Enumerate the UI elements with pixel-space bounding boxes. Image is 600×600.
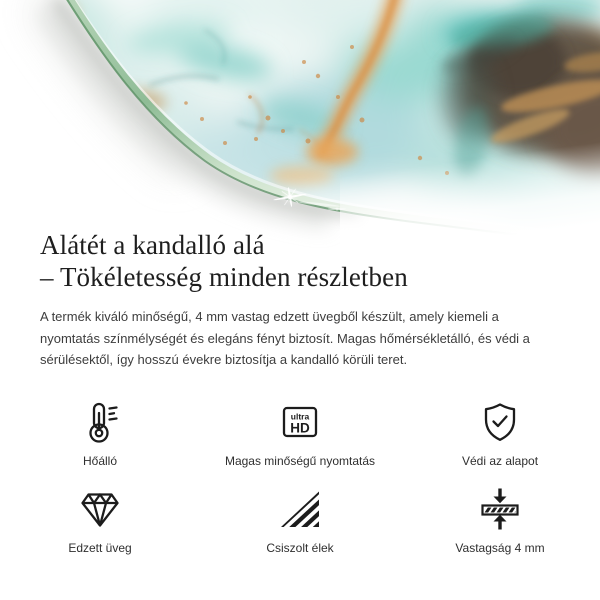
ultra-hd-icon: [270, 399, 330, 445]
page-title: [40, 229, 562, 293]
polished-edges-icon: [270, 486, 330, 532]
shield-check-icon: [470, 399, 530, 445]
product-description: A termék kiváló minőségű, 4 mm vastag edzett üvegből készült, amely kiemeli a nyomtatás színmélységét és elegáns fényt biztosít. Magas hőmérsékletálló, és védi a sérülésektől, így hosszú évekre biztosítja a kandalló körüli teret.: [40, 309, 530, 367]
feature-item-thickness: [455, 486, 544, 555]
feature-item-polished-edges: [266, 486, 333, 555]
diamond-icon: [70, 486, 130, 532]
svg-text:ultra: ultra: [290, 411, 310, 422]
feature-label: Vastagság 4 mm: [455, 541, 545, 555]
features-grid: [0, 399, 600, 555]
page-title-line2: – Tökéletesség minden részletben: [40, 262, 408, 292]
feature-label: Védi az alapot: [461, 454, 539, 468]
feature-label: Hőálló: [82, 454, 118, 468]
feature-item-protects-base: [462, 399, 538, 468]
feature-label: Magas minőségű nyomtatás: [224, 454, 376, 468]
feature-item-heat-resistant: [70, 399, 130, 468]
thickness-icon: [470, 486, 530, 532]
feature-label: Csiszolt élek: [266, 541, 334, 555]
thermometer-icon: [70, 399, 130, 445]
product-hero-image: [0, 0, 600, 250]
feature-label: Edzett üveg: [68, 541, 132, 555]
svg-text:HD: HD: [290, 420, 310, 436]
page-title-line1: Alátét a kandalló alá: [40, 230, 265, 260]
product-hero: [0, 0, 600, 250]
feature-item-high-quality-print: [225, 399, 375, 468]
content-block: [40, 229, 562, 371]
feature-item-tempered-glass: [68, 486, 131, 555]
